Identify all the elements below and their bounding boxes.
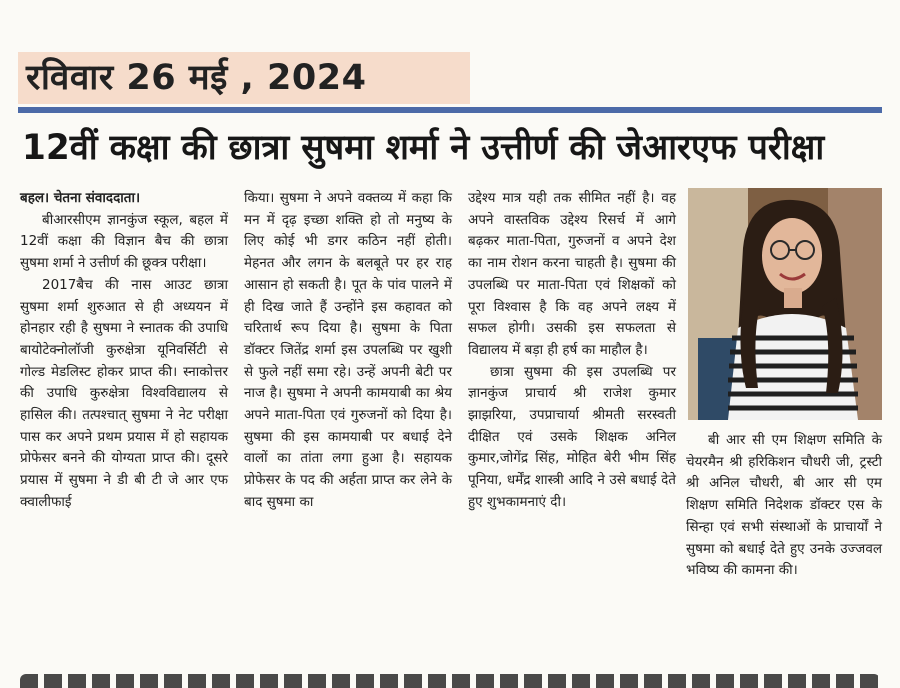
paragraph: बीआरसीएम ज्ञानकुंज स्कूल, बहल में 12वीं कक्षा की विज्ञान बैच की छात्रा सुषमा शर्मा ने उत्तीर्ण की छूक्त्र परीक्षा। xyxy=(20,211,228,272)
article-column-2 xyxy=(244,188,452,514)
header-rule xyxy=(18,107,882,113)
paragraph: उद्देश्य मात्र यही तक सीमित नहीं है। वह अपने वास्तविक उद्देश्य रिसर्च में आगे बढ़कर माता-पिता, गुरुजनों व अपने देश का नाम रोशन करना चाहती है। सुषमा की उपलब्धि पर माता-पिता एवं शिक्षकों को पूरा विश्वास है कि वह अपने लक्ष्य में सफल होगी। उसकी इस सफलता से विद्यालय में बड़ा ही हर्ष का माहौल है। xyxy=(468,190,676,358)
paragraph: 2017बैच की नास आउट छात्रा सुषमा शर्मा शुरुआत से ही अध्ययन में होनहार रही है सुषमा ने स्नातक की उपाधि बायोटेक्नोलॉजी कुरुक्षेत्रा यूनिवर्सिटी से गोल्ड मेडलिस्ट होकर प्राप्त की। स्नाकोत्तर की उपाधि कुरुक्षेत्रा विश्वविद्यालय से हासिल की। तत्पश्चात् सुषमा ने नेट परीक्षा पास कर अपने प्रथम प्रयास में हो सहायक प्रोफेसर बनने की योग्यता प्राप्त की। दूसरे प्रयास में सुषमा ने डी बी टी जे आर एफ क्वालीफाई xyxy=(20,276,228,510)
paragraph: किया। सुषमा ने अपने वक्तव्य में कहा कि मन में दृढ़ इच्छा शक्ति हो तो मनुष्य के लिए कोई भी डगर कठिन नहीं होती। मेहनत और लगन के बलबूते पर हर राह आसान हो सकती है। पूत के पांव पालने में ही दिख जाते हैं उन्होंने इस कहावत को चरितार्थ रूप दिया है। सुषमा के पिता डॉक्टर जितेंद्र शर्मा इस उपलब्धि पर खुशी से फुले नहीं समा रहे। उन्हें अपनी बेटी पर नाज है। सुषमा ने अपनी कामयाबी का श्रेय अपने माता-पिता एवं गुरुजनों को दिया है। सुषमा की इस कामयाबी पर बधाई देने वालों का तांता लगा हुआ है। सहायक प्रोफेसर के पद की अर्हता प्राप्त कर लेने के बाद सुषमा का xyxy=(244,190,452,510)
byline-paragraph xyxy=(20,188,228,210)
article-column-1 xyxy=(20,188,228,514)
article-column-3 xyxy=(468,188,676,514)
article-column-4 xyxy=(686,430,882,582)
byline: बहल। चेतना संवाददाता। xyxy=(20,190,141,206)
paragraph: बी आर सी एम शिक्षण समिति के चेयरमैन श्री हरिकिशन चौधरी जी, ट्रस्टी श्री अनिल चौधरी, बी आर सी एम शिक्षण समिति निदेशक डॉक्टर एस के सिन्हा एवं सभी संस्थाओं के प्राचार्यों ने सुषमा को बधाई देते हुए उनके उज्जवल भविष्य की कामना की। xyxy=(686,432,882,579)
paragraph: छात्रा सुषमा की इस उपलब्धि पर ज्ञानकुंज प्राचार्य श्री राजेश कुमार झाझरिया, उपप्राचार्या श्रीमती सरस्वती दीक्षित एवं उसके शिक्षक अनिल कुमार,जोगेंद्र सिंह, मोहित बेरी भीम सिंह पूनिया, धर्मेंद्र शास्त्री आदि ने उसे बधाई देते हुए शुभकामनाएं दी। xyxy=(468,363,676,510)
student-photo xyxy=(688,188,882,420)
edition-date: रविवार 26 मई , 2024 xyxy=(26,58,367,98)
portrait-illustration xyxy=(688,188,882,420)
article-headline: 12वीं कक्षा की छात्रा सुषमा शर्मा ने उत्तीर्ण की जेआरएफ परीक्षा xyxy=(22,128,825,168)
